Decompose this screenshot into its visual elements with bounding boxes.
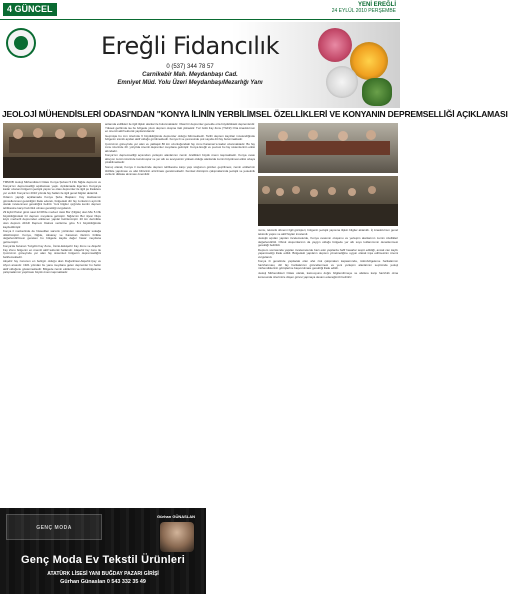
issue-date: 24 EYLÜL 2010 PERŞEMBE [331,8,396,14]
article-photo-meeting [3,123,101,178]
advertisement-fidancilik [0,22,400,108]
owner-label: Gürhan GÜNASLAN [157,514,195,519]
ad-title: Genç Moda Ev Tekstil Ürünleri [21,554,185,566]
article-column-2: anlamda evlilikleri ile ilgili ilişkin alanlar ile bulunmaktadır. Olasi bir depremler genelde orta büyüklükteki depremlerdir. Yüksek gerilimde ise bu bölgede yıkıcı deprem oluşma riski yüksektir. Tuz Gölü Fay Zonu (TGFZ) Orta Anadolu'nun en önemli aktif tektonik yapılarındandır. Geçmişte bu zon üzerinde 6 büyüklüğünde depremler olduğu bilinmektedir. Tarihi deprem kayıtları incelendiğinde bölgenin sismik açıdan aktif olduğu görülmektedir. Konya ili ve çevresinde çok sayıda diri fay bulunmaktadır. Çumra'nın güneyinde yer alan ve yaklaşık 80 km uzunluğundaki fay zonu Karaman'a kadar uzanmaktadır. Bu fay zonu üzerinde 20. yüzyılda önemli depremler meydana gelmiştir. Konya Ereğli ve çevresi bu fay sistemlerinin etkisi altındadır. Konya'nın depremselliği açısından yerleşim alanlarının zemin özellikleri büyük önem taşımaktadır. Konya ovası alüvyon zemin üzerinde kurulmuştur ve yer altı su seviyesinin yüksek olduğu alanlarda zemin büyütmesi etkisi ortaya çıkabilmektedir. Sonuç olarak, Konya il merkezinde deprem tehlikesine karşı yapı stoğunun gözden geçirilmesi, zemin etütlerinin titizlikle yapılması ve afet bilincinin artırılması gerekmektedir. Kentsel dönüşüm çalışmalarında jeolojik ve jeoteknik verilerin dikkate alınması önemlidir. [105,122,255,177]
article-photo-panel [258,123,398,173]
shop-sign: GENÇ MODA [6,514,102,540]
newspaper-name: YENİ EREĞLİ [357,2,396,8]
ad-contact: Gürhan Günaslan 0 543 332 35 49 [60,579,146,585]
ad-title: Ereğli Fidancılık [101,32,279,60]
section-label: 4 GÜNCEL [3,3,57,16]
shop-owner-photo [160,522,194,552]
page-header [0,0,400,20]
flower-photo [318,28,352,62]
ad-phone: 0 (537) 344 78 57 [166,64,214,70]
article-photo-audience [258,176,398,226]
article-headline: JEOLOJİ MÜHENDİSLERİ ODASI'NDAN "KONYA İLİNİN YERBİLİMSEL ÖZELLİKLERİ VE KONYANIN DEPREMSELLİĞİ AÇIKLAMASI [2,109,508,119]
flower-logo-icon [6,28,36,58]
article-column-3: numu, tektonik dönemi ilgili görüşleri, bölgenin jeolojik yapısına ilişkin bilgiler aktarıldı. İç Anadolu'nun genel tektonik yapısı ve aktif fayları incelendi. Jeolojik açıdan yapılan incelemelerde, Konya ovasının oluşumu ve yerleşim alanlarının zemin özellikleri değerlendirildi. Obruk oluşumlarının da yaygın olduğu bölgede yer altı suyu kullanımının denetlenmesi gerektiği belirtildi. Deprem sonrasında yapılan incelemelerde bazı eski yapılarda hafif hasarlar tespit edildiği, ancak can kaybı yaşanmadığı ifade edildi. Bölgedeki yapıların deprem yönetmeliğine uygun olarak inşa edilmesinin önemi vurgulandı. Konya ili genelinde yapılacak olan afet risk çalışmaları kapsamında, mikrobölgeleme haritalarının hazırlanması, diri fay haritalarının güncellenmesi ve yeni yerleşim alanlarının seçiminde jeoloji mühendislerinin görüşlerine başvurulması gerektiği ifade edildi. Jeoloji Mühendisleri Odası olarak, kamuoyunu doğru bilgilendirmeye ve afetlere karşı hazırlıklı olma konusunda üzerimize düşen görevi yapmaya devam edeceğimizi belirtiriz. [258,228,398,279]
ad-address: ATATÜRK LİSESİ YANI BUĞDAY PAZARI GİRİŞİ [47,571,159,577]
plant-photo [362,78,392,106]
masthead-info [332,2,396,14]
advertisement-genc-moda [0,508,206,594]
ad-address: Carnikebir Mah. Meydanbaşı Cad. Emniyet Müd. Yolu Üzeri MeydanbaşıMezarlığı Yanı [117,72,263,86]
flower-photo [326,66,358,98]
article-column-1: TMMOB Jeoloji Mühendisleri Odası Konya Şubesi 5.1'lik Niğde depremi ve Konya'nın depremselliği açıklaması yaptı. Açıklamada Ege'den Konya'ya kadar uzanan bölgenin jeolojik yapısı ve olası depremler ile ilgili şu ifadelere yer verildi: Konya'nın 2010 yılında fay hatları ile ilgili genel bilgiler aktarıldı. Odanın yaptığı açıklamada Konya Şube Başkanı: Fay Haritasının güncellenmesi gerektiğini ifade ederek, bölgedeki diri fay zonlarının ayrıntılı olarak incelenmesi gerektiğini belirtti. Yeni bilgiler ışığında kentin deprem tehlikesine karşı hazırlıklı olması gerektiği vurgulandı. 29 Eylül Pazar günü saat 22:08'de merkez üssü Bor (Niğde) olan Mw 5.1'lik büyüklüğündeki bir deprem meydana gelmiştir. Niğde'nin Bor ilçesi Okçu köyü merkezli depremden etkilenen yapılar belirlenmiştir. 20 km derinlikte olan deprem AFAD Deprem Dairesi verilerine göre 5.1 büyüklüğünde kaydedilmiştir. Konya il merkezinde de hissedilen sarsıntı yüzünden vatandaşlar sokağa dökülmüştür. Konya, Niğde, Aksaray ve Karaman illerinin birlikte değerlendirilmesi gereken bu bölgede kayda değer hasar meydana gelmemiştir. Konya'da bulunan Tuzgölü Fay Zonu, İnönü-Eskişehir Fay Zonu ve Akşehir Fay Zonu bölgenin en önemli aktif tektonik hatlarıdır. Alaşehir fay zonu ile Çumra'nın güneyinde yer alan fay sistemleri bölgenin depremselliğini belirlemektedir. Akşehir fay zonunun en belirgin olduğu alan Doğanhisar-Akşehir-Çay ve Afyon arasıdır. 1921 yılından bu yana meydana gelen depremler bu hattın aktif olduğunu göstermektedir. Bölgede zemin etütlerinin ve mikrobölgeleme çalışmalarının yapılması büyük önem taşımaktadır. [3,180,101,275]
